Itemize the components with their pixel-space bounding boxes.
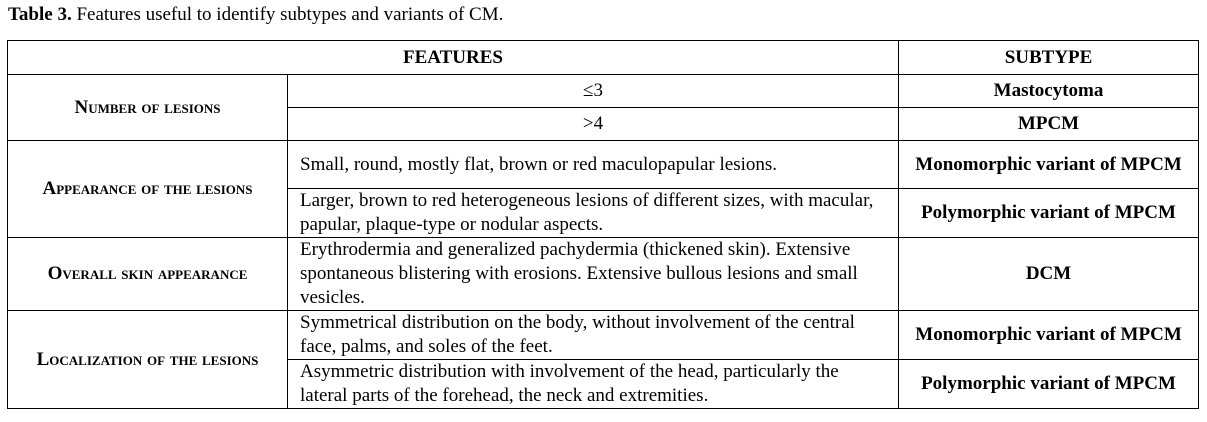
feature-cell: Symmetrical distribution on the body, without involvement of the central face, palms, and soles of the feet.	[288, 311, 899, 360]
table-number: Table 3.	[8, 4, 72, 25]
subtype-cell: DCM	[899, 238, 1199, 311]
feature-cell: Larger, brown to red heterogeneous lesions of different sizes, with macular, papular, plaque-type or nodular aspects.	[288, 189, 899, 238]
feature-group-number-of-lesions: Number of lesions	[8, 75, 288, 141]
table-row	[8, 141, 1199, 189]
feature-cell: ≤3	[288, 75, 899, 108]
subtype-cell: Monomorphic variant of MPCM	[899, 141, 1199, 189]
feature-cell: >4	[288, 108, 899, 141]
header-row	[8, 41, 1199, 75]
table-row	[8, 238, 1199, 311]
subtype-cell: Polymorphic variant of MPCM	[899, 189, 1199, 238]
subtype-cell: Mastocytoma	[899, 75, 1199, 108]
table-caption	[8, 4, 503, 26]
subtype-cell: Polymorphic variant of MPCM	[899, 360, 1199, 409]
features-table	[7, 40, 1199, 409]
header-subtype: SUBTYPE	[899, 41, 1199, 75]
table-row	[8, 311, 1199, 360]
feature-cell: Erythrodermia and generalized pachydermia (thickened skin). Extensive spontaneous blistering with erosions. Extensive bullous lesions and small vesicles.	[288, 238, 899, 311]
feature-cell: Asymmetric distribution with involvement of the head, particularly the lateral parts of the forehead, the neck and extremities.	[288, 360, 899, 409]
subtype-cell: MPCM	[899, 108, 1199, 141]
caption-text: Features useful to identify subtypes and variants of CM.	[71, 4, 504, 25]
subtype-cell: Monomorphic variant of MPCM	[899, 311, 1199, 360]
feature-group-overall-skin: Overall skin appearance	[8, 238, 288, 311]
feature-cell: Small, round, mostly flat, brown or red maculopapular lesions.	[288, 141, 899, 189]
table-row	[8, 75, 1199, 108]
feature-group-localization: Localization of the lesions	[8, 311, 288, 409]
header-features: FEATURES	[8, 41, 899, 75]
feature-group-appearance: Appearance of the lesions	[8, 141, 288, 238]
